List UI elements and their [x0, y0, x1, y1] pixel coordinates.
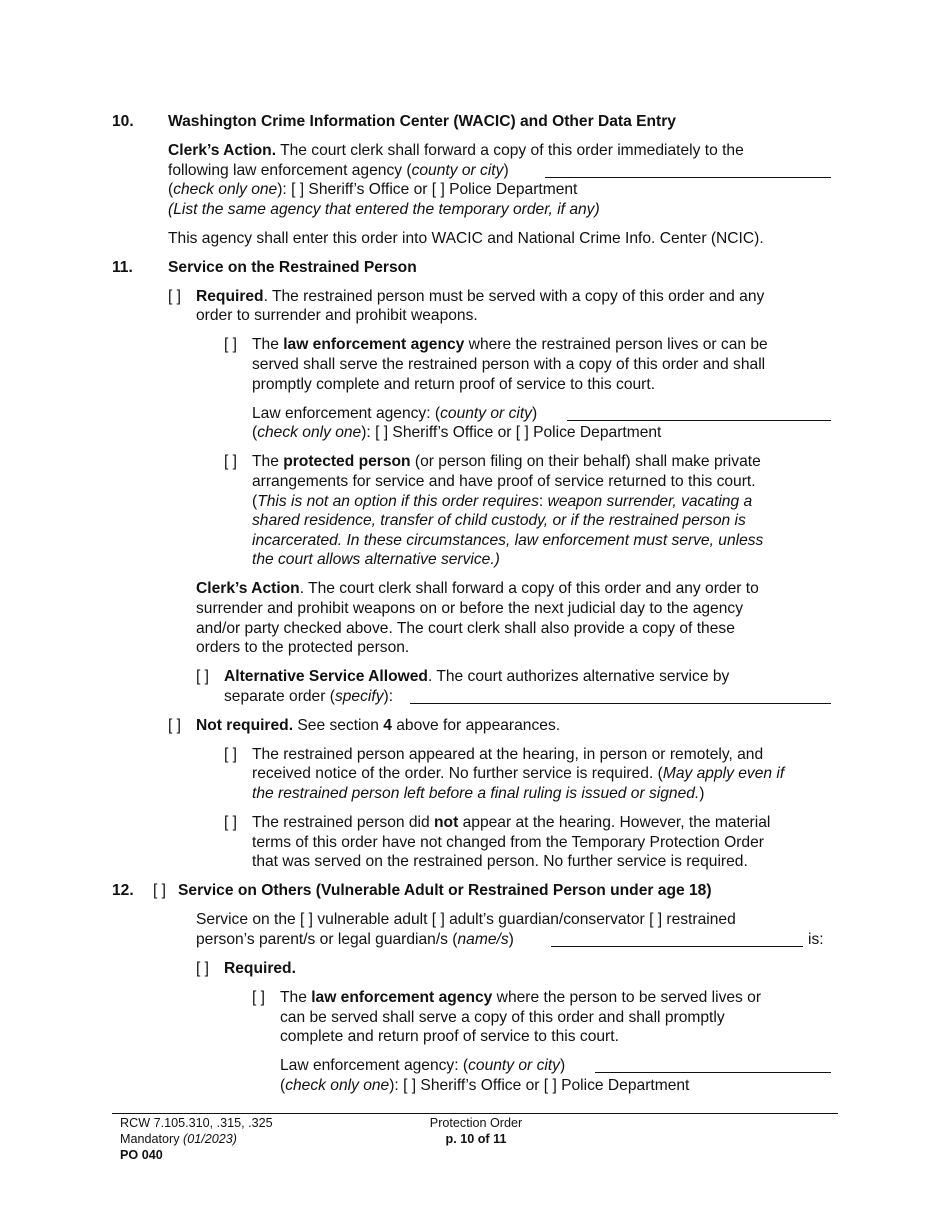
s11-not-appeared-line2: terms of this order have not changed from the Temporary Protection Order [252, 834, 764, 851]
s11-alt-close: ): [383, 688, 394, 705]
footer-title: Protection Order [429, 1116, 523, 1130]
s12-service-is: is: [808, 931, 824, 948]
s12-service-names: name/s [457, 931, 509, 948]
s11-appeared-line1: The restrained person appeared at the hearing, in person or remotely, and [252, 746, 764, 763]
section-11-number: 11. [112, 259, 133, 276]
s11-nr-text-a: See section [293, 717, 384, 734]
s12-service-close: ) [508, 931, 514, 948]
s11-le-bold: law enforcement agency [283, 336, 465, 353]
s11-le-agency-close: ) [531, 405, 538, 422]
s10-agency-text: This agency shall enter this order into WACIC and National Crime Info. Center (NCIC). [168, 230, 764, 247]
footer-mandatory-label: Mandatory [120, 1132, 183, 1146]
s11-le-check-open: ( [252, 424, 258, 441]
s11-pp-checkbox[interactable]: [ ] [224, 453, 237, 470]
s11-le-line2: served shall serve the restrained person with a copy of this order and shall [252, 356, 766, 373]
s11-le-check-line [252, 423, 661, 443]
s11-ap-close: ) [699, 785, 705, 802]
s11-pp-bold: protected person [283, 453, 411, 470]
s11-alt-specify-blank[interactable] [410, 688, 831, 704]
s11-na-not: not [434, 814, 459, 831]
s11-required-checkbox[interactable]: [ ] [168, 288, 181, 305]
s11-ap-italic: May apply even if [662, 765, 785, 782]
s12-le-agency-close: ) [559, 1057, 566, 1074]
s11-alt-line1 [224, 667, 729, 687]
s11-le-line3: promptly complete and return proof of service to this court. [252, 376, 656, 393]
s11-pp-line1 [252, 452, 761, 472]
s11-pp-text1: (or person filing on their behalf) shall make private [410, 453, 761, 470]
s11-ap-text2: received notice of the order. No further service is required. ( [252, 765, 663, 782]
s12-service-line1: Service on the [ ] vulnerable adult [ ] adult’s guardian/conservator [ ] restrained [196, 911, 736, 928]
s11-required-text1: . The restrained person must be served with a copy of this order and any [263, 288, 765, 305]
s11-not-appeared-checkbox[interactable]: [ ] [224, 814, 237, 831]
s11-ap-italic2: the restrained person left before a final ruling is issued or signed. [252, 785, 700, 802]
s11-pp-line6: the court allows alternative service.) [252, 551, 500, 568]
s12-checkbox[interactable]: [ ] [153, 882, 166, 899]
s11-not-required-checkbox[interactable]: [ ] [168, 717, 181, 734]
s10-agency-label: following law enforcement agency ( [168, 162, 412, 179]
s11-appeared-line3 [252, 784, 704, 804]
s12-service-text2: person’s parent/s or legal guardian/s ( [196, 931, 458, 948]
s11-le-check-options: ): [ ] Sheriff’s Office or [ ] Police Department [361, 424, 662, 441]
s12-le-line3: complete and return proof of service to this court. [280, 1028, 619, 1045]
s11-alt-text1: . The court authorizes alternative service by [427, 668, 730, 685]
s11-appeared-line2 [252, 764, 784, 784]
s12-le-agency-line [280, 1056, 565, 1076]
s12-service-line2 [196, 930, 514, 950]
s11-clerk-label: Clerk’s Action [196, 580, 300, 597]
s11-le-check-italic: check only one [257, 424, 362, 441]
s11-nr-text-b: above for appearances. [391, 717, 561, 734]
s11-le-agency-italic: county or city [440, 405, 532, 422]
s12-required-checkbox[interactable]: [ ] [196, 960, 209, 977]
s11-alt-checkbox[interactable]: [ ] [196, 668, 209, 685]
s11-not-appeared-line1 [252, 813, 770, 833]
s11-pp-line2: arrangements for service and have proof of service returned to this court. [252, 473, 756, 490]
s11-alt-specify: specify [334, 688, 384, 705]
s11-pp-open: ( [252, 493, 258, 510]
s11-le-checkbox[interactable]: [ ] [224, 336, 237, 353]
s12-le-checkbox[interactable]: [ ] [252, 989, 265, 1006]
s12-names-blank[interactable] [551, 931, 803, 947]
s11-clerk-line3: and/or party checked above. The court clerk shall also provide a copy of these [196, 620, 735, 637]
footer-rcw: RCW 7.105.310, .315, .325 [120, 1116, 273, 1130]
s12-le-check-italic: check only one [285, 1077, 390, 1094]
s11-required-line1 [196, 287, 764, 307]
s11-not-required-label: Not required. [196, 717, 294, 734]
footer-page: p. 10 of 11 [445, 1132, 507, 1146]
s11-clerk-text1: . The court clerk shall forward a copy of this order and any order to [299, 580, 759, 597]
s11-le-agency-label: Law enforcement agency: ( [252, 405, 441, 422]
s12-le-bold: law enforcement agency [311, 989, 493, 1006]
s12-le-pre: The [280, 989, 312, 1006]
s11-le-text1: where the restrained person lives or can be [464, 336, 768, 353]
footer-mandatory [120, 1131, 237, 1147]
s11-appeared-checkbox[interactable]: [ ] [224, 746, 237, 763]
s11-clerk-line4: orders to the protected person. [196, 639, 410, 656]
s10-agency-label-close: ) [503, 162, 509, 179]
s11-required-line2: order to surrender and prohibit weapons. [196, 307, 478, 324]
s12-required-label: Required. [224, 960, 296, 977]
s11-na-text1: The restrained person did [252, 814, 435, 831]
s10-agency-line [168, 161, 509, 181]
s10-list-note: (List the same agency that entered the temporary order, if any) [168, 201, 600, 218]
s11-pp-line4: shared residence, transfer of child custody, or if the restrained person is [252, 512, 746, 529]
section-11-title: Service on the Restrained Person [168, 259, 417, 276]
s11-alt-line2 [224, 687, 393, 707]
s10-check-open: ( [168, 181, 174, 198]
section-12-number: 12. [112, 882, 134, 899]
footer-form-id: PO 040 [120, 1148, 163, 1162]
s11-not-required-line [196, 716, 560, 736]
s12-le-agency-italic: county or city [468, 1057, 560, 1074]
s12-le-text1: where the person to be served lives or [492, 989, 762, 1006]
s11-alt-text2: separate order ( [224, 688, 335, 705]
s11-le-pre: The [252, 336, 284, 353]
s11-clerk-line1 [196, 579, 759, 599]
section-10-title: Washington Crime Information Center (WACIC) and Other Data Entry [168, 113, 676, 130]
s11-clerk-line2: surrender and prohibit weapons on or before the next judicial day to the agency [196, 600, 743, 617]
s10-clerk-label: Clerk’s Action. [168, 142, 277, 159]
s10-clerk-text: The court clerk shall forward a copy of this order immediately to the [276, 142, 744, 159]
s11-na-text1b: appear at the hearing. However, the material [458, 814, 771, 831]
s10-agency-blank[interactable] [545, 162, 831, 178]
s11-nr-section: 4 [383, 717, 392, 734]
s11-pp-colon: : [538, 493, 548, 510]
s11-le-line1 [252, 335, 768, 355]
s11-le-agency-line [252, 404, 537, 424]
s12-le-check-line [280, 1076, 689, 1096]
s11-pp-line3 [252, 492, 752, 512]
s10-agency-label-italic: county or city [411, 162, 504, 179]
s12-le-agency-label: Law enforcement agency: ( [280, 1057, 469, 1074]
section-10-number: 10. [112, 113, 134, 130]
s11-pp-italic2: weapon surrender, vacating a [547, 493, 753, 510]
s10-check-line [168, 180, 577, 200]
footer-rule [112, 1113, 838, 1114]
s11-alt-bold: Alternative Service Allowed [224, 668, 428, 685]
footer-mandatory-date: (01/2023) [183, 1132, 237, 1146]
s11-le-agency-blank[interactable] [567, 405, 831, 421]
s10-clerk-line1 [168, 141, 744, 161]
s12-le-check-open: ( [280, 1077, 286, 1094]
section-12-title: Service on Others (Vulnerable Adult or Restrained Person under age 18) [178, 882, 712, 899]
s12-le-check-options: ): [ ] Sheriff’s Office or [ ] Police Department [389, 1077, 690, 1094]
s12-le-line1 [280, 988, 761, 1008]
s12-le-agency-blank[interactable] [595, 1057, 831, 1073]
s10-check-options: ): [ ] Sheriff’s Office or [ ] Police Department [277, 181, 578, 198]
s10-check-italic: check only one [173, 181, 278, 198]
s12-le-line2: can be served shall serve a copy of this order and shall promptly [280, 1009, 725, 1026]
s11-required-label: Required [196, 288, 264, 305]
s11-pp-line5: incarcerated. In these circumstances, law enforcement must serve, unless [252, 532, 764, 549]
s11-pp-italic1: This is not an option if this order requires [257, 493, 539, 510]
s11-not-appeared-line3: that was served on the restrained person. No further service is required. [252, 853, 748, 870]
s11-pp-pre: The [252, 453, 284, 470]
